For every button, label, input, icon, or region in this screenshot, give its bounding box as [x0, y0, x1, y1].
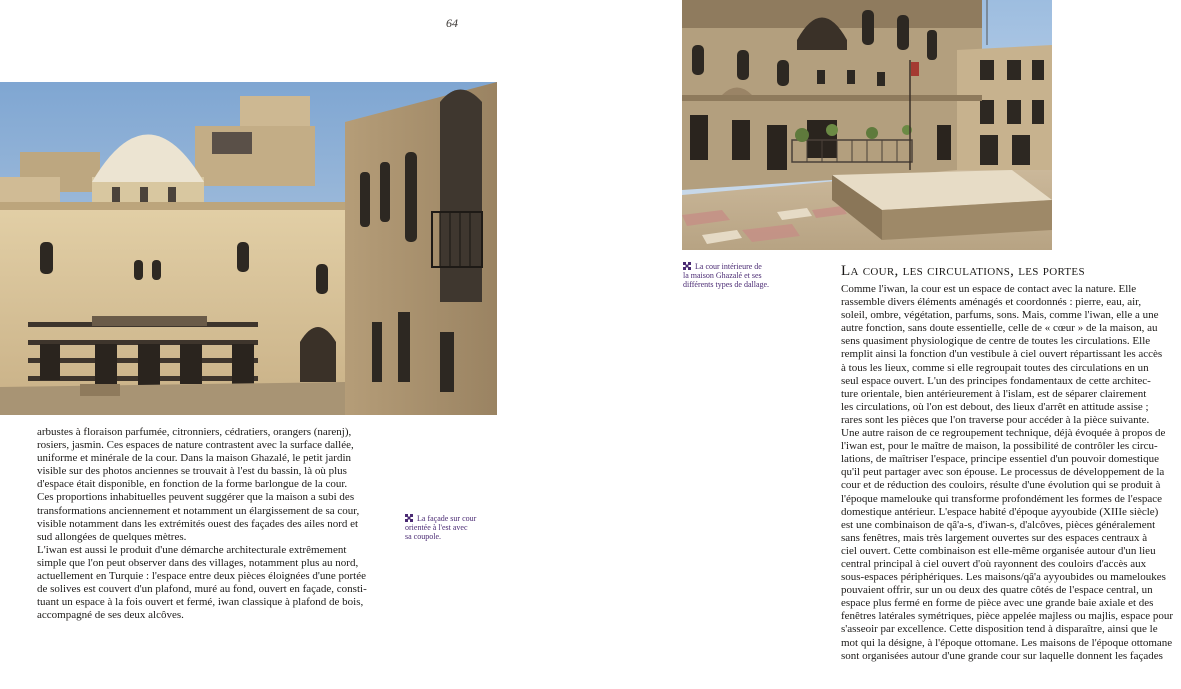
- text-line: sans fenêtres, mais très largement ouvertes sur des espaces centraux à: [841, 531, 1148, 544]
- caption-line: sa coupole.: [405, 532, 441, 541]
- ornament-square-icon: [683, 262, 691, 270]
- text-line: autre fonction, sans doute essentielle, celle de « cœur » de la maison, au: [841, 322, 1158, 335]
- text-line: visible notamment dans les extrémités ouest des façades des ailes nord et: [37, 517, 359, 530]
- text-line: transformations anciennement et notamment un élargissement de sa cour,: [37, 504, 360, 517]
- text-line: visible sur des photos anciennes se trouvait à l'est du bassin, là où plus: [37, 465, 347, 478]
- text-line: accompagné de ses deux alcôves.: [37, 609, 184, 622]
- text-line: tuant un espace à la fois ouvert et fermé, iwan classique à plafond de bois,: [37, 596, 364, 609]
- text-line: arbustes à floraison parfumée, citronniers, cédratiers, orangers (narenj),: [37, 426, 352, 438]
- text-line: pouvaient offrir, sur un ou deux des quatre côtés de l'espace central, un: [841, 584, 1153, 597]
- courtyard-facade-illustration: [0, 82, 497, 415]
- text-line: qu'il peut partager avec son épouse. Le processus de développement de la: [841, 466, 1165, 479]
- text-line: l'iwan est, pour le maître de maison, la possibilité de contrôler les circu-: [841, 440, 1158, 453]
- left-body-text: [37, 426, 367, 622]
- text-line: rassemble divers éléments aménagés et coordonnés : pierre, eau, air,: [841, 296, 1142, 309]
- text-line: de solives est couvert d'un plafond, muré au fond, ouvert en façade, consti-: [37, 583, 367, 596]
- page-number: 64: [446, 16, 458, 30]
- text-line: ture orientale, bien antérieurement à l'islam, est de séparer clairement: [841, 387, 1147, 400]
- text-line: uniforme et minérale de la cour. Dans la maison Ghazalé, le petit jardin: [37, 452, 351, 465]
- text-line: central principal à ciel ouvert d'où rayonnent des couloirs d'accès aux: [841, 557, 1147, 570]
- text-line: les circulations, où l'on est debout, des lieux d'arrêt en attitude assise ;: [841, 400, 1149, 413]
- caption-line: la maison Ghazalé et ses: [683, 271, 762, 280]
- text-line: cour et de réduction des couloirs, résulte d'une évolution qui se produit à: [841, 479, 1161, 492]
- text-line: d'espace était disponible, en fonction de la forme barlongue de la cour.: [37, 478, 348, 491]
- left-page: [0, 0, 590, 689]
- section-title: La cour, les circulations, les portes: [841, 263, 1085, 279]
- caption-line: La façade sur cour: [417, 514, 477, 523]
- text-line: lations, de maîtriser l'espace, principe essentiel d'un pouvoir domestique: [841, 453, 1159, 466]
- text-line: Une autre raison de ce regroupement technique, déjà évoquée à propos de: [841, 427, 1166, 440]
- text-line: actuellement en Turquie : l'espace entre deux pièces éloignées d'une portée: [37, 570, 366, 583]
- caption-line: différents types de dallage.: [683, 280, 770, 289]
- caption-line: La cour intérieure de: [695, 262, 762, 271]
- text-line: mot qui la désigne, à l'époque ottomane. Les maisons de l'époque ottomane: [841, 636, 1173, 649]
- text-line: espace plus fermé en forme de pièce avec une grande baie axiale et des: [841, 597, 1154, 610]
- courtyard-facade-photo: [0, 82, 497, 415]
- text-line: sud allongées de quelques mètres.: [37, 530, 187, 543]
- inner-courtyard-photo: [682, 0, 1052, 250]
- text-line: simple que l'on peut observer dans des villages, notamment plus au nord,: [37, 556, 359, 569]
- text-line: soleil, ombre, végétation, parfums, sons. Mais, comme l'iwan, elle a une: [841, 309, 1159, 322]
- text-line: domestique antérieur. L'espace habité d'époque ayyoubide (XIIIe siècle): [841, 505, 1159, 518]
- text-line: est une combinaison de qâ'a-s, d'iwan-s, d'alcôves, pièces généralement: [841, 518, 1156, 531]
- text-line: rares sont les pièces que l'on traverse pour accéder à la pièce suivante.: [841, 413, 1150, 426]
- text-line: s'asseoir par excellence. Cette disposition tend à disparaître, ainsi que le: [841, 623, 1158, 636]
- inner-courtyard-illustration: [682, 0, 1052, 250]
- text-line: rosiers, jasmin. Ces espaces de nature contrastent avec la surface dallée,: [37, 439, 354, 452]
- text-line: à tous les lieux, comme si elle regroupait toutes des circulations en un: [841, 361, 1149, 374]
- text-line: ciel ouvert. Cette combinaison est elle-même organisée autour d'un lieu: [841, 544, 1156, 557]
- text-line: fenêtres latérales symétriques, pièce appelée majless ou majlis, espace pour: [841, 610, 1174, 623]
- right-body-text: [841, 283, 1174, 663]
- text-line: Ces proportions inhabituelles peuvent suggérer que la maison a subi des: [37, 491, 355, 504]
- right-page: [590, 0, 1181, 689]
- text-line: Comme l'iwan, la cour est un espace de contact avec la nature. Elle: [841, 283, 1137, 295]
- text-line: sont organisées autour d'une grande cour sur laquelle donnent les façades: [841, 649, 1163, 662]
- text-line: sens quasiment physiologique de centre de toutes les circulations. Elle: [841, 335, 1151, 348]
- text-line: l'époque mamelouke qui transforme profondément les formes de l'espace: [841, 492, 1163, 505]
- ornament-square-icon: [405, 514, 413, 522]
- text-line: seul espace ouvert. L'un des principes fondamentaux de cette architec-: [841, 374, 1151, 387]
- left-photo-caption: [405, 514, 485, 541]
- text-line: sous-espaces périphériques. Les maisons/qâ'a ayyoubides ou mameloukes: [841, 571, 1166, 584]
- text-line: L'iwan est aussi le produit d'une démarche architecturale extrêmement: [37, 543, 347, 556]
- text-line: remplit ainsi la fonction d'un vestibule à ciel ouvert répartissant les accès: [841, 348, 1163, 361]
- right-photo-caption: [683, 262, 793, 289]
- caption-line: orientée à l'est avec: [405, 523, 468, 532]
